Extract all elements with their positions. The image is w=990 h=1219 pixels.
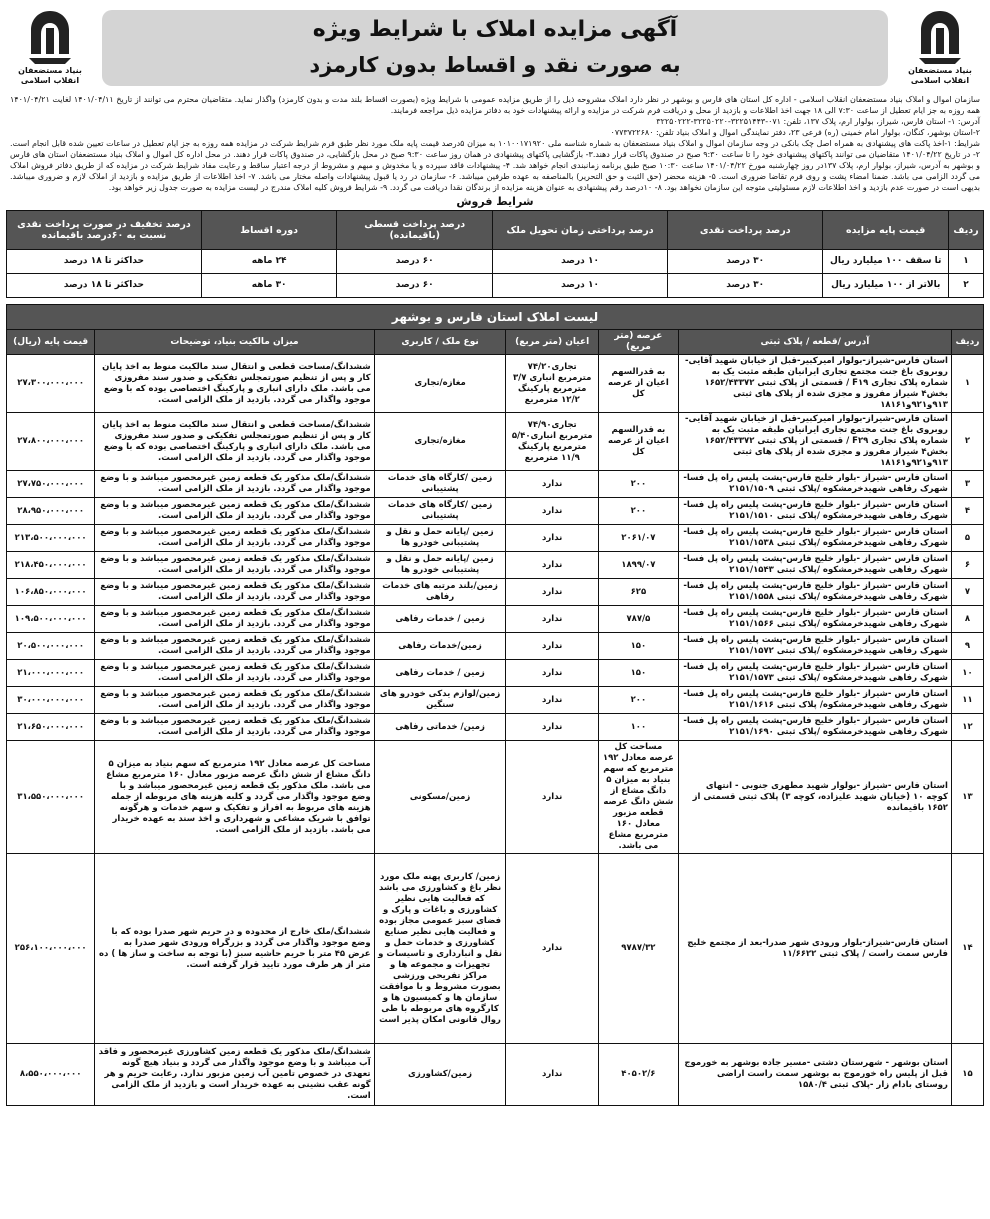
- property-cell: ۷: [951, 579, 983, 606]
- property-cell: ۲۵۶،۱۰۰،۰۰۰،۰۰۰: [7, 854, 95, 1044]
- sales-terms-cell: حداکثر تا ۱۸ درصد: [7, 274, 202, 298]
- foundation-logo-left: [10, 8, 90, 88]
- property-cell: ۲۷،۸۰۰،۰۰۰،۰۰۰: [7, 413, 95, 471]
- property-cell: ۲۰۰: [598, 498, 678, 525]
- sales-terms-cell: بالاتر از ۱۰۰ میلیارد ریال: [823, 274, 949, 298]
- property-row: [7, 413, 984, 471]
- property-cell: ششدانگ/ملک مذکور یک قطعه زمین غیرمحصور میباشد و با وضع موجود واگذار می گردد. بازدید از ملک الزامی است.: [95, 660, 374, 687]
- property-cell: تجاری۷۴/۹۰ مترمربع انباری۵/۴۰ مترمربع پارکینگ ۱۱/۹ مترمربع: [506, 413, 598, 471]
- header: [6, 4, 984, 92]
- property-cell: ۲۸،۹۵۰،۰۰۰،۰۰۰: [7, 498, 95, 525]
- intro-address-2: ۲-استان بوشهر، کنگان، بولوار امام خمینی (ره) فرعی ۲۳، دفتر نمایندگی اموال و املاک بنیاد تلفن: ۰۷۷۳۷۲۲۶۸۰: [610, 128, 980, 137]
- property-cell: ششدانگ/ملک مذکور یک قطعه زمین غیرمحصور میباشد و با وضع موجود واگذار می گردد. بازدید از ملک الزامی است.: [95, 471, 374, 498]
- intro-text: [10, 94, 980, 193]
- property-cell: استان فارس -شیراز -بلوار خلیج فارس-پشت پلیس راه پل فسا-شهرک رفاهی شهیدخرمشکوه /پلاک ثبتی ۲۱۵۱/۱۵۵۸: [678, 579, 951, 606]
- property-list-header-cell: عرصه (متر مربع): [598, 330, 678, 355]
- property-cell: به قدرالسهم اعیان از عرصه کل: [598, 413, 678, 471]
- property-row: [7, 606, 984, 633]
- property-cell: ۸،۵۵۰،۰۰۰،۰۰۰: [7, 1044, 95, 1106]
- property-cell: استان فارس -شیراز -بولوار شهید مطهری جنوبی - انتهای کوچه ۱۰ (خیابان شهید علیزاده، کوچه ۳) پلاک ثبتی قسمتی از ۱۶۵۲ باقیمانده: [678, 741, 951, 854]
- property-cell: ششدانگ/مساحت قطعی و انتقال سند مالکیت منوط به اخذ پایان کار و پس از تنظیم صورتمجلس تفکیکی و صدور سند مفروزی می باشد. ملک دارای انباری و پارکینگ اختصاصی بوده که با وضع موجود واگذار می گردد. بازدید از ملک الزامی است.: [95, 355, 374, 413]
- sales-terms-cell: ۱۰ درصد: [493, 250, 668, 274]
- property-cell: ۲۷،۳۰۰،۰۰۰،۰۰۰: [7, 355, 95, 413]
- property-cell: ششدانگ/مساحت قطعی و انتقال سند مالکیت منوط به اخذ پایان کار و پس از تنظیم صورتمجلس تفکیکی و صدور سند مفروزی می باشد. ملک دارای انباری و پارکینگ اختصاصی بوده که با وضع موجود واگذار می گردد. بازدید از ملک الزامی است.: [95, 413, 374, 471]
- property-cell: ۲۱۸،۴۵۰،۰۰۰،۰۰۰: [7, 552, 95, 579]
- property-list-header-row: [7, 330, 984, 355]
- foundation-emblem-icon: [25, 8, 75, 66]
- property-cell: ندارد: [506, 660, 598, 687]
- property-cell: ۳۰،۰۰۰،۰۰۰،۰۰۰: [7, 687, 95, 714]
- property-cell: ششدانگ/ملک مذکور یک قطعه زمین غیرمحصور میباشد و با وضع موجود واگذار می گردد. بازدید از ملک الزامی است.: [95, 552, 374, 579]
- property-cell: ۱۴: [951, 854, 983, 1044]
- property-list-header-cell: آدرس /قطعه / پلاک ثبتی: [678, 330, 951, 355]
- property-cell: ششدانگ/ملک مذکور یک قطعه زمین غیرمحصور میباشد و با وضع موجود واگذار می گردد. بازدید از ملک الزامی است.: [95, 714, 374, 741]
- intro-paragraph: سازمان اموال و املاک بنیاد مستضعفان انقلاب اسلامی - اداره کل استان های فارس و بوشهر در نظر دارد املاک مشروحه ذیل را از طریق مزایده عمومی با شرایط ویژه (بصورت اقساط بلند مدت و بدون کارمزد) واگذار نماید. متقاضیان محترم می توانند از تاریخ ۱۴۰۱/۰۴/۱۱ لغایت ۱۴۰۱/۰۴/۲۱ همه روزه به جز ایام تعطیل از ساعت ۷:۳۰ الی ۱۸ جهت اخذ اطلاعات و بازدید از محل و دریافت فرم شرکت در مزایده و ارائه پیشنهادات خود به دفاتر مزایده ذیل مراجعه فرمایند.: [10, 95, 981, 115]
- property-cell: زمین/کشاورزی: [374, 1044, 506, 1106]
- sales-terms-header-row: [7, 211, 984, 250]
- property-cell: ششدانگ/ملک خارج از محدوده و در حریم شهر صدرا بوده که با وضع موجود واگذار می گردد و بزرگراه ورودی شهر صدرا به عرض ۴۵ متر با حریم حاشیه سبز (با توجه به ساخت و ساز ها ) ده متر از هر طرف مورد تایید قرار گرفته است.: [95, 854, 374, 1044]
- property-cell: استان فارس -شیراز -بلوار خلیج فارس-پشت پلیس راه پل فسا-شهرک رفاهی شهیدخرمشکوه /پلاک ثبتی ۲۱۵۱/۱۵۳۸: [678, 525, 951, 552]
- sales-terms-cell: ۶۰ درصد: [337, 274, 493, 298]
- property-cell: ۱۱: [951, 687, 983, 714]
- property-cell: زمین/لوازم یدکی خودرو های سنگین: [374, 687, 506, 714]
- property-list-header-cell: اعیان (متر مربع): [506, 330, 598, 355]
- property-cell: ندارد: [506, 1044, 598, 1106]
- property-cell: مساحت کل عرصه معادل ۱۹۲ مترمربع که سهم بنیاد به میزان ۵ دانگ مشاع از شش دانگ عرصه قطعه مزبور معادل ۱۶۰ مترمربع مشاع می باشد.: [598, 741, 678, 854]
- property-cell: ۳: [951, 471, 983, 498]
- property-row: [7, 498, 984, 525]
- property-row: [7, 471, 984, 498]
- logo-caption: بنیاد مستضعفان انقلاب اسلامی: [18, 66, 82, 85]
- property-cell: استان فارس -شیراز -بلوار خلیج فارس-پشت پلیس راه پل فسا-شهرک رفاهی شهیدخرمشکوه /پلاک ثبتی ۲۱۵۱/۱۵۷۳: [678, 660, 951, 687]
- property-cell: ششدانگ/ملک مذکور یک قطعه زمین غیرمحصور میباشد و با وضع موجود واگذار می گردد. بازدید از ملک الزامی است.: [95, 579, 374, 606]
- property-cell: به قدرالسهم اعیان از عرصه کل: [598, 355, 678, 413]
- property-row: [7, 355, 984, 413]
- property-cell: ۱۰۰: [598, 714, 678, 741]
- sales-terms-cell: ۳۰ درصد: [668, 274, 823, 298]
- sales-terms-header-cell: دوره اقساط: [201, 211, 337, 250]
- property-cell: زمین /کارگاه های خدمات پشتیبانی: [374, 471, 506, 498]
- sales-terms-row: [7, 274, 984, 298]
- sales-terms-header-cell: درصد پرداختی زمان تحویل ملک: [493, 211, 668, 250]
- property-cell: زمین/ خدماتی رفاهی: [374, 714, 506, 741]
- sales-terms-header-cell: ردیف: [949, 211, 984, 250]
- property-cell: ۱۵: [951, 1044, 983, 1106]
- sales-terms-cell: ۶۰ درصد: [337, 250, 493, 274]
- sales-terms-table: [6, 210, 984, 298]
- property-row: [7, 687, 984, 714]
- property-cell: ششدانگ/ملک مذکور یک قطعه زمین غیرمحصور میباشد و با وضع موجود واگذار می گردد. بازدید از ملک الزامی است.: [95, 525, 374, 552]
- property-list-title: لیست املاک استان فارس و بوشهر: [7, 305, 984, 330]
- property-cell: ۸: [951, 606, 983, 633]
- property-cell: ۱۵۰: [598, 633, 678, 660]
- property-cell: استان فارس-شیراز-بلوار ورودی شهر صدرا-بعد از مجتمع خلیج فارس سمت راست / پلاک ثبتی ۱۱/۶۶۲۲: [678, 854, 951, 1044]
- property-row: [7, 525, 984, 552]
- property-cell: استان فارس -شیراز -بلوار خلیج فارس-پشت پلیس راه پل فسا-شهرک رفاهی شهیدخرمشکوه /پلاک ثبتی ۲۱۵۱/۱۵۰۹: [678, 471, 951, 498]
- property-cell: ۲۱،۶۵۰،۰۰۰،۰۰۰: [7, 714, 95, 741]
- title-box: [102, 10, 888, 86]
- property-cell: استان فارس -شیراز -بلوار خلیج فارس-پشت پلیس راه پل فسا-شهرک رفاهی شهیدخرمشکوه /پلاک ثبتی ۲۱۵۱/۱۵۶۶: [678, 606, 951, 633]
- property-cell: ندارد: [506, 633, 598, 660]
- property-cell: تجاری۷۴/۲۰ مترمربع انباری ۳/۷ مترمربع پارکینگ ۱۲/۲ مترمربع: [506, 355, 598, 413]
- property-cell: ندارد: [506, 741, 598, 854]
- property-cell: ۶۲۵: [598, 579, 678, 606]
- foundation-emblem-icon: [915, 8, 965, 66]
- property-cell: ۱۸۹۹/۰۷: [598, 552, 678, 579]
- property-cell: ۱۵۰: [598, 660, 678, 687]
- property-cell: ندارد: [506, 498, 598, 525]
- property-list-header-cell: نوع ملک / کاربری: [374, 330, 506, 355]
- property-cell: ۲۷،۷۵۰،۰۰۰،۰۰۰: [7, 471, 95, 498]
- property-cell: زمین/خدمات رفاهی: [374, 633, 506, 660]
- property-cell: ۱۰۹،۵۰۰،۰۰۰،۰۰۰: [7, 606, 95, 633]
- property-cell: استان فارس -شیراز -بلوار خلیج فارس-پشت پلیس راه پل فسا-شهرک رفاهی شهیدخرمشکوه /پلاک ثبتی ۲۱۵۱/۱۵۴۳: [678, 552, 951, 579]
- sales-terms-cell: ۱: [949, 250, 984, 274]
- property-cell: ششدانگ/ملک مذکور یک قطعه زمین غیرمحصور میباشد و با وضع موجود واگذار می گردد. بازدید از ملک الزامی است.: [95, 498, 374, 525]
- property-cell: زمین /کارگاه های خدمات پشتیبانی: [374, 498, 506, 525]
- property-cell: ۹۷۸۷/۳۲: [598, 854, 678, 1044]
- property-cell: ۲۱،۰۰۰،۰۰۰،۰۰۰: [7, 660, 95, 687]
- property-cell: ندارد: [506, 687, 598, 714]
- page-subtitle: به صورت نقد و اقساط بدون کارمزد: [309, 53, 681, 77]
- sales-terms-cell: حداکثر تا ۱۸ درصد: [7, 250, 202, 274]
- property-cell: ۱۰۶،۸۵۰،۰۰۰،۰۰۰: [7, 579, 95, 606]
- property-cell: استان فارس -شیراز -بلوار خلیج فارس-پشت پلیس راه پل فسا-شهرک رفاهی شهیدخرمشکوه /پلاک ثبتی ۲۱۵۱/۱۵۷۲: [678, 633, 951, 660]
- property-cell: استان فارس-شیراز-بولوار امیرکبیر-قبل از خیابان شهید آقایی-روبروی باغ جنت مجتمع تجاری ایرانیان طبقه مثبت یک به شماره پلاک تجاری F۱۹ / قسمتی از پلاک ثبتی ۱۶۵۲/۴۳۳۷۲ بخش۴ شیراز مفروز و مجزی شده از پلاک های ثبتی ۹۱۳و۹۲۱و۱۸۱۶۱: [678, 355, 951, 413]
- property-cell: ۱۲: [951, 714, 983, 741]
- property-cell: ششدانگ/ملک مذکور یک قطعه زمین غیرمحصور میباشد و با وضع موجود واگذار می گردد. بازدید از ملک الزامی است.: [95, 633, 374, 660]
- property-list-header-cell: میزان مالکیت بنیاد، توضیحات: [95, 330, 374, 355]
- property-cell: ششدانگ/ملک مذکور یک قطعه زمین کشاورزی غیرمحصور و فاقد آب میباشد و با وضع موجود واگذار می گردد و بنیاد هیچ گونه تعهدی در خصوص تامین آب زمین مزبور ندارد. رعایت حریم و هر گونه عقب نشینی به عهده خریدار است و بازدید از ملک الزامی است.: [95, 1044, 374, 1106]
- property-cell: زمین/مسکونی: [374, 741, 506, 854]
- logo-caption: بنیاد مستضعفان انقلاب اسلامی: [908, 66, 972, 85]
- property-cell: مغازه/تجاری: [374, 355, 506, 413]
- property-row: [7, 579, 984, 606]
- sales-terms-cell: ۳۰ ماهه: [201, 274, 337, 298]
- property-cell: استان بوشهر - شهرستان دشتی -مسیر جاده بوشهر به خورموج قبل از پلیس راه خورموج به بوشهر سمت راست اراضی روستای بادام زار -پلاک ثبتی ۱۵۸۰/۴: [678, 1044, 951, 1106]
- property-row: [7, 854, 984, 1044]
- property-cell: زمین/ کاربری پهنه ملک مورد نظر باغ و کشاورزی می باشد که فعالیت هایی نظیر کشاورزی و باغات و پارک و فضای سبز عمومی مجاز بوده و فعالیت هایی نظیر صنایع کشاورزی و خدمات حمل و نقل و انبارداری و تاسیسات و تجهیزات و مجموعه ها و مراکز تفریحی ورزشی بصورت مشروط و با موافقت سازمان ها و کمیسیون ها و کارگروه های مربوطه با طی روال قانونی امکان پذیر است: [374, 854, 506, 1044]
- property-list-header-cell: ردیف: [951, 330, 983, 355]
- foundation-logo-right: [900, 8, 980, 88]
- property-cell: ۳۱،۵۵۰،۰۰۰،۰۰۰: [7, 741, 95, 854]
- sales-terms-header-cell: درصد پرداخت قسطی (باقیمانده): [337, 211, 493, 250]
- property-cell: مغازه/تجاری: [374, 413, 506, 471]
- property-cell: ۲۰۶۱/۰۷: [598, 525, 678, 552]
- intro-conditions: شرایط: ۱-اخذ پاکت های پیشنهادی به همراه اصل چک بانکی در وجه سازمان اموال و املاک بنیاد مستضعفان به شماره شناسه ملی ۱۰۱۰۰۱۷۱۹۲۰ به میزان ۵درصد قیمت پایه ملک مورد نظر طبق فرم شرایط شرکت در مزایده همه روزه به جز ایام تعطیل در ساعات تعیین شده قابل انجام است. ۲- در تاریخ ۱۴۰۱/۰۴/۲۲ متقاضیان می توانند پاکتهای پیشنهادی خود را تا ساعت ۹:۳۰ صبح در صندوق پاکات قرار دهند.۳- بازگشایی پاکتهای پیشنهادی در همان روز ساعت ۹:۳۰ صبح در محل بازگشایی، در صندوق پاکات قرار دهند. در محل اداره کل اموال و املاک بنیاد مستضعفان استان های فارس و بوشهر به آدرس، شیراز، بولوار ارم، پلاک ۱۳۷در روز چهارشنبه مورخ ۱۴۰۱/۰۴/۲۲ ساعت ۱۰:۳۰ صبح طبق برنامه زمانبندی انجام خواهد شد. ۴- پیشنهادات فاقد سپرده و یا مخدوش و مبهم و مشروط از درجه اعتبار ساقط و رعایت مفاد شرایط شرکت در مزایده که از طریق دفاتر فروش املاک می گردد الزامی می باشد. ضمنا امضاء پشت و روی فرم تقاضا ضروری است. ۵- هزینه محضر (حق الثبت و حق التحریر) بالمناصفه به عهده طرفین میباشد. ۶- سازمان در رد یا قبول پیشنهادات واصله مختار می باشد. ۷- اخذ اطلاعات از طریق مزایده و بازدید از املاک لازم و ضروری میباشد. بدیهی است در صورت عدم بازدید و اخذ اطلاعات لازم مسئولیتی متوجه این سازمان نخواهد بود. ۸- ۱۰درصد رقم پیشنهادی به عنوان هزینه مزایده از برندگان نقدا دریافت می گردد. ۹- شرایط فروش کلیه املاک مندرج در لیست مزایده به صورت جدول زیر خواهد بود.: [10, 139, 981, 192]
- property-cell: ۱۰: [951, 660, 983, 687]
- property-cell: زمین /پایانه حمل و نقل و پشتیبانی خودرو ها: [374, 525, 506, 552]
- page-title: آگهی مزایده املاک با شرایط ویژه: [312, 17, 678, 42]
- property-cell: زمین/بلند مرتبه های خدمات رفاهی: [374, 579, 506, 606]
- property-cell: ۷۸۷/۵: [598, 606, 678, 633]
- property-cell: ۲۱۳،۵۰۰،۰۰۰،۰۰۰: [7, 525, 95, 552]
- sales-terms-cell: ۱۰ درصد: [493, 274, 668, 298]
- property-cell: ندارد: [506, 854, 598, 1044]
- property-cell: ششدانگ/ملک مذکور یک قطعه زمین غیرمحصور میباشد و با وضع موجود واگذار می گردد. بازدید از ملک الزامی است.: [95, 606, 374, 633]
- sales-terms-title: شرایط فروش: [456, 195, 534, 208]
- property-cell: استان فارس -شیراز -بلوار خلیج فارس-پشت پلیس راه پل فسا-شهرک رفاهی شهیدخرمشکوه/ پلاک ثبتی ۲۱۵۱/۱۶۱۶: [678, 687, 951, 714]
- property-cell: استان فارس -شیراز -بلوار خلیج فارس-پشت پلیس راه پل فسا-شهرک رفاهی شهیدخرمشکوه /پلاک ثبتی ۲۱۵۱/۱۵۱۰: [678, 498, 951, 525]
- sales-terms-cell: ۲: [949, 274, 984, 298]
- property-cell: استان فارس-شیراز-بولوار امیرکبیر-قبل از خیابان شهید آقایی-روبروی باغ جنت مجتمع تجاری ایرانیان طبقه مثبت یک به شماره پلاک تجاری F۲۹ / قسمتی از پلاک ثبتی ۱۶۵۲/۴۳۳۷۲ بخش۴ شیراز مفروز و مجزی شده از پلاک های ثبتی ۹۱۳و۹۲۱و۱۸۱۶۱: [678, 413, 951, 471]
- property-cell: ندارد: [506, 579, 598, 606]
- property-cell: ششدانگ/ملک مذکور یک قطعه زمین غیرمحصور میباشد و با وضع موجود واگذار می گردد. بازدید از ملک الزامی است.: [95, 687, 374, 714]
- property-row: [7, 552, 984, 579]
- property-cell: ۵: [951, 525, 983, 552]
- property-row: [7, 1044, 984, 1106]
- property-cell: ندارد: [506, 471, 598, 498]
- property-list-header-cell: قیمت پایه (ریال): [7, 330, 95, 355]
- property-cell: مساحت کل عرصه معادل ۱۹۲ مترمربع که سهم بنیاد به میزان ۵ دانگ مشاع از شش دانگ عرصه مزبور معادل ۱۶۰ مترمربع مشاع می باشد. ملک مذکور یک قطعه زمین غیرمحصور میباشد و با وضع موجود واگذار می گردد و کلیه هزینه های مربوطه از جمله هزینه های مربوط به افراز و تفکیک و سهم خدمات و هرگونه توافق با شریک مشاعی و شهرداری و اخذ سند به عهده خریدار می باشد. بازدید از ملک الزامی است.: [95, 741, 374, 854]
- sales-terms-cell: تا سقف ۱۰۰ میلیارد ریال: [823, 250, 949, 274]
- sales-terms-row: [7, 250, 984, 274]
- sales-terms-cell: ۳۰ درصد: [668, 250, 823, 274]
- property-row: [7, 714, 984, 741]
- property-cell: استان فارس -شیراز -بلوار خلیج فارس-پشت پلیس راه پل فسا-شهرک رفاهی شهیدخرمشکوه /پلاک ثبتی ۲۱۵۱/۱۶۹۰: [678, 714, 951, 741]
- property-cell: ندارد: [506, 714, 598, 741]
- sales-terms-header-cell: درصد تخفیف در صورت پرداخت نقدی نسبت به ۶۰درصد باقیمانده: [7, 211, 202, 250]
- property-cell: ۲: [951, 413, 983, 471]
- property-list-table: [6, 304, 984, 1106]
- property-cell: ۴۰۵۰۲/۶: [598, 1044, 678, 1106]
- property-cell: زمین / خدمات رفاهی: [374, 660, 506, 687]
- property-row: [7, 741, 984, 854]
- property-cell: ندارد: [506, 606, 598, 633]
- property-cell: ۲۰۰: [598, 471, 678, 498]
- property-cell: زمین /پایانه حمل و نقل و پشتیبانی خودرو ها: [374, 552, 506, 579]
- property-row: [7, 633, 984, 660]
- property-cell: ۱۳: [951, 741, 983, 854]
- property-cell: ۲۰،۵۰۰،۰۰۰،۰۰۰: [7, 633, 95, 660]
- intro-address-1: آدرس: ۱- استان فارس، شیراز، بولوار ارم، پلاک ۱۳۷، تلفن: ۰۷۱-۳۲۲۵۱۴۴۳-۳۲۲۵۰۲۲۰-۳۲۲۵۰۲۲۲: [656, 117, 980, 126]
- property-cell: ۹: [951, 633, 983, 660]
- property-cell: ۶: [951, 552, 983, 579]
- property-cell: ۲۰۰: [598, 687, 678, 714]
- property-cell: ۱: [951, 355, 983, 413]
- sales-terms-header-cell: قیمت پایه مزایده: [823, 211, 949, 250]
- property-cell: ندارد: [506, 552, 598, 579]
- property-cell: زمین / خدمات رفاهی: [374, 606, 506, 633]
- sales-terms-cell: ۲۴ ماهه: [201, 250, 337, 274]
- property-row: [7, 660, 984, 687]
- property-cell: ندارد: [506, 525, 598, 552]
- sales-terms-header-cell: درصد پرداخت نقدی: [668, 211, 823, 250]
- property-cell: ۴: [951, 498, 983, 525]
